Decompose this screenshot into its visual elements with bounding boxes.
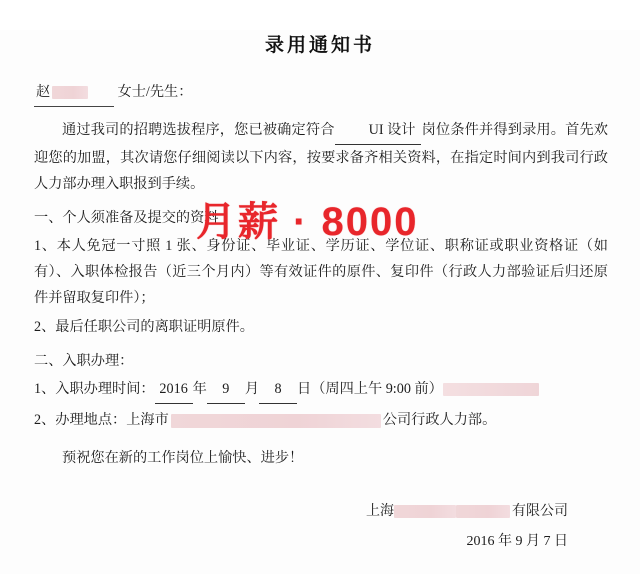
section-2-item-2 — [34, 407, 608, 433]
section-2-heading: 二、入职办理： — [34, 353, 134, 369]
recipient-name — [34, 79, 114, 107]
section-2-item-1 — [34, 376, 608, 404]
position-field: UI 设计 — [335, 117, 422, 145]
redaction-block-company-a — [394, 505, 456, 518]
document-footer — [34, 497, 608, 557]
onboarding-day-unit: 日（周四上午 9:00 前） — [297, 381, 443, 397]
intro-part-2: 岗位条件并得到录用。首先欢迎您的加盟，其次请您仔细阅读以下内容，按要求备齐相关资料，在指定时间内到我司行政人力部办理入职报到手续。 — [34, 122, 608, 192]
onboarding-time-label: 1、入职办理时间： — [34, 381, 155, 397]
onboarding-day: 8 — [259, 376, 297, 404]
intro-paragraph — [34, 117, 608, 197]
intro-part-1: 通过我司的招聘选拔程序，您已被确定符合 — [62, 122, 335, 138]
onboarding-month-unit: 月 — [244, 381, 260, 397]
recipient-name-visible: 赵 — [36, 84, 51, 100]
section-1-heading: 一、个人须准备及提交的资料 — [34, 210, 219, 226]
redaction-block-time-tail — [443, 383, 539, 396]
onboarding-year-unit: 年 — [192, 381, 207, 397]
onboarding-month: 9 — [207, 376, 245, 404]
company-signature — [34, 497, 568, 527]
salary-watermark: 月薪 · 8000 — [196, 200, 419, 244]
onboarding-location-suffix: 公司行政人力部。 — [382, 412, 497, 428]
company-prefix: 上海 — [366, 504, 394, 519]
closing-wish: 预祝您在新的工作岗位上愉快、进步！ — [62, 450, 304, 466]
signature-date: 2016 年 9 月 7 日 — [466, 534, 568, 549]
redaction-block-name — [52, 86, 88, 99]
document-body — [0, 79, 640, 557]
redaction-block-company-b — [456, 505, 510, 518]
onboarding-year: 2016 — [155, 376, 193, 404]
company-suffix: 有限公司 — [512, 504, 568, 519]
document-page — [0, 30, 640, 574]
page-title: 录用通知书 — [264, 35, 375, 56]
salutation-suffix: 女士/先生： — [117, 84, 193, 100]
redaction-block-address — [171, 414, 381, 428]
salutation-line — [34, 79, 608, 107]
onboarding-location-label: 2、办理地点：上海市 — [34, 412, 169, 428]
section-1-item-1: 1、本人免冠一寸照 1 张、身份证、毕业证、学历证、学位证、职称证或职业资格证（如有）、入职体检报告（近三个月内）等有效证件的原件、复印件（行政人力部验证后归还原件并留取复印件）； — [34, 238, 608, 306]
section-1-item-2: 2、最后任职公司的离职证明原件。 — [34, 319, 254, 335]
